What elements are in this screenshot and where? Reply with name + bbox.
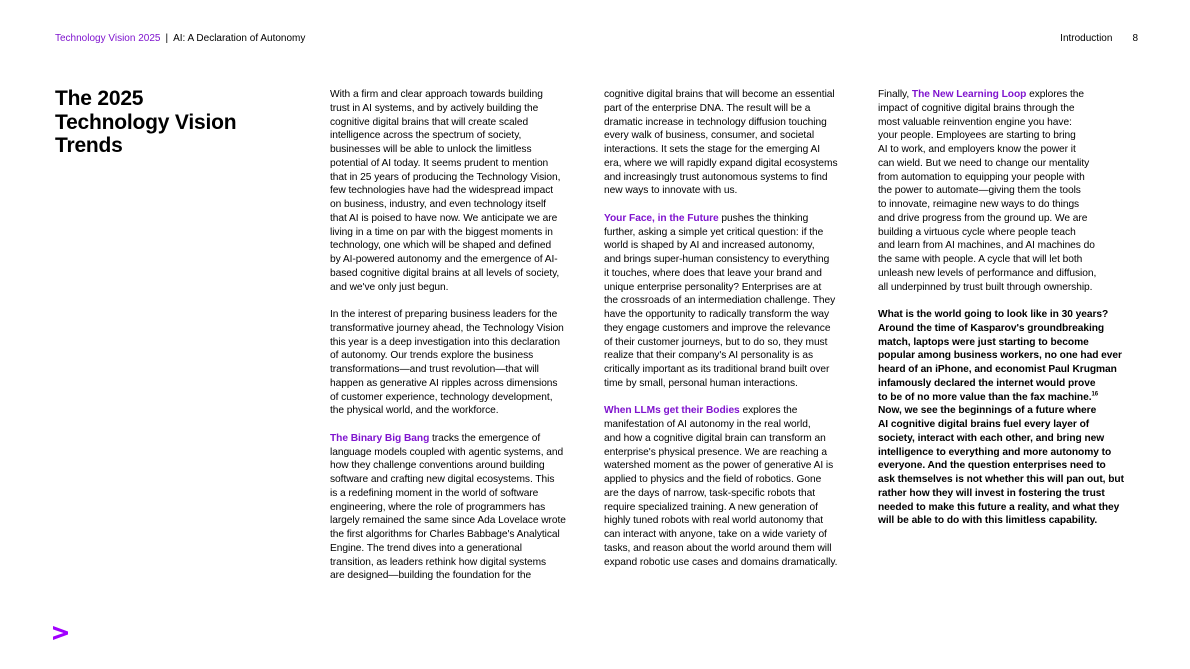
text-line: that in 25 years of producing the Technology Vision, [330, 171, 561, 183]
page-title [55, 87, 295, 158]
text-line: they engage customers and improve the relevance [604, 322, 831, 334]
accenture-logo-icon [52, 625, 70, 641]
text-line: watershed moment as the power of generative AI is [604, 460, 834, 472]
text-line: the physical world, and the workforce. [330, 405, 499, 417]
text-line: intelligence to everything and more autonomy to [878, 446, 1112, 458]
header-separator: | [165, 33, 169, 44]
text-line: expand robotic use cases and domains dramatically. [604, 556, 838, 568]
text-line: happen as generative AI ripples across dimensions [330, 377, 558, 389]
title-line: Trends [55, 134, 123, 157]
text-line: Engine. The trend dives into a generational [330, 542, 522, 554]
text-line: new ways to innovate with us. [604, 185, 738, 197]
text-line: language models coupled with agentic systems, and [330, 446, 564, 458]
text-line: all underpinned by trust built through ownership. [878, 281, 1093, 293]
text-line: the first algorithms for Charles Babbage's Analytical [330, 529, 560, 540]
text-line: is a redefining moment in the world of software [330, 487, 539, 499]
text-line: software and crafting new digital ecosystems. This [330, 474, 555, 485]
text-line: manifestation of AI autonomy in the real world, [604, 419, 811, 430]
text-line: interactions. It sets the stage for the emerging AI [604, 144, 821, 155]
text-line: and we've only just begun. [330, 281, 449, 293]
text-line: impact of cognitive digital brains through the [878, 102, 1075, 114]
trend-link-your-face[interactable]: Your Face, in the Future [604, 212, 719, 224]
paragraph [330, 88, 592, 294]
text-line: With a firm and clear approach towards building [330, 89, 543, 100]
text-line: AI to work, and employers know the power it [878, 144, 1076, 155]
text-line: can wield. But we need to change our mentality [878, 157, 1090, 169]
report-name: Technology Vision 2025 [55, 33, 161, 44]
text-line: to innovate, reimagine new ways to do things [878, 199, 1080, 210]
text-line: match, laptops were just starting to become [878, 336, 1089, 348]
paragraph-lead-line: When LLMs get their Bodies explores the [604, 405, 798, 417]
text-line: transition, as leaders rethink how digital systems [330, 556, 547, 568]
text-line: few technologies have had the widespread impact [330, 185, 554, 197]
report-subtitle: AI: A Declaration of Autonomy [173, 33, 306, 44]
paragraph-binary-big-bang [330, 432, 592, 583]
text-line: the crossroads of an intermediation challenge. They [604, 295, 836, 307]
text-line: of autonomy. Our trends explore the business [330, 350, 534, 362]
text-line: will be able to do with this limitless capability. [878, 515, 1098, 527]
text-line: businesses will be able to unlock the limitless [330, 144, 532, 155]
text-line: popular among business workers, no one had ever [878, 350, 1122, 362]
text-column-2 [604, 88, 866, 583]
text-line: everyone. And the question enterprises need to [878, 460, 1106, 472]
paragraph-lead-line: Finally, The New Learning Loop explores the [878, 89, 1085, 100]
text-line: cognitive digital brains that will create scaled [330, 116, 529, 128]
text-line: every walk of business, consumer, and societal [604, 130, 815, 142]
text-line: world is shaped by AI and increased autonomy, [604, 240, 815, 252]
text-line: highly tuned robots with real world autonomy that [604, 515, 823, 527]
text-line: living in a time on par with the biggest moments in [330, 226, 553, 238]
text-line: to be of no more value than the fax machine.$^{16}$ [878, 391, 1099, 403]
text-line: society, interact with each other, and bring new [878, 432, 1105, 444]
text-line: have the opportunity to radically transform the way [604, 309, 830, 320]
text-line: technology, one which will be shaped and defined [330, 240, 552, 252]
paragraph-lead-line: The Binary Big Bang tracks the emergence of [330, 432, 541, 444]
section-indicator [1060, 33, 1138, 45]
text-line: this year is a deep investigation into this declaration [330, 336, 561, 348]
paragraph [330, 308, 592, 418]
text-line: largely remained the same since Ada Lovelace wrote [330, 515, 566, 527]
paragraph [604, 88, 866, 198]
text-line: infamously declared the internet would prove [878, 377, 1096, 389]
text-line: are designed—building the foundation for the [330, 570, 532, 582]
text-line: engineering, where the role of programmers has [330, 501, 546, 513]
text-line: unique enterprise personality? Enterprises are at [604, 281, 822, 293]
text-line: ask themselves is not whether this will pan out, but [878, 474, 1124, 485]
callout-paragraph [878, 308, 1140, 528]
text-line: cognitive digital brains that will become an essential [604, 89, 835, 100]
text-line: tasks, and reason about the world around them will [604, 542, 832, 554]
text-line: most valuable reinvention engine you have: [878, 116, 1072, 128]
text-line: Now, we see the beginnings of a future where [878, 405, 1097, 417]
text-line: needed to make this future a reality, and what they [878, 501, 1120, 513]
text-line: building a virtuous cycle where people teach [878, 226, 1076, 238]
text-line: and drive progress from the ground up. We are [878, 212, 1088, 224]
text-column-3 [878, 88, 1140, 542]
text-line: can interact with anyone, take on a wide variety of [604, 529, 827, 540]
text-line: of customer experience, technology development, [330, 391, 553, 403]
paragraph-new-learning-loop [878, 88, 1140, 294]
text-line: rather how they will invest in fostering the trust [878, 487, 1105, 499]
title-line: The 2025 [55, 87, 144, 110]
text-line: part of the enterprise DNA. The result will be a [604, 102, 811, 114]
text-line: further, asking a simple yet critical question: if the [604, 226, 824, 238]
paragraph-lead-line: Your Face, in the Future pushes the thinking [604, 212, 809, 224]
paragraph-your-face [604, 212, 866, 391]
text-line: and learn from AI machines, and AI machines do [878, 240, 1095, 252]
text-line: dramatic increase in technology diffusion touching [604, 116, 827, 128]
text-line: the same with people. A cycle that will let both [878, 254, 1083, 265]
text-line: and how a cognitive digital brain can transform an [604, 432, 826, 444]
title-line: Technology Vision [55, 110, 237, 134]
text-line: from automation to equipping your people with [878, 171, 1085, 183]
text-line: AI cognitive digital brains fuel every layer of [878, 419, 1090, 430]
paragraph-llms-bodies [604, 404, 866, 569]
text-line: require specialized training. A new generation of [604, 501, 818, 513]
page-number: 8 [1132, 33, 1138, 44]
text-line: Around the time of Kasparov's groundbreaking [878, 322, 1105, 334]
text-line: how they challenge conventions around building [330, 460, 545, 472]
text-line: and brings super-human consistency to everything [604, 254, 830, 265]
text-line: trust in AI systems, and by actively building the [330, 102, 539, 114]
text-line: intelligence across the spectrum of society, [330, 130, 522, 142]
text-line: In the interest of preparing business leaders for the [330, 309, 558, 320]
text-line: applied to physics and the field of robotics. Gone [604, 474, 822, 485]
section-name: Introduction [1060, 33, 1113, 44]
text-line: enterprise's physical presence. We are reaching a [604, 446, 827, 458]
text-line: era, where we will rapidly expand digital ecosystems [604, 157, 838, 169]
trend-link-llms-bodies[interactable]: When LLMs get their Bodies [604, 405, 740, 417]
text-line: realize that their company's AI personality is as [604, 350, 814, 362]
footnote-reference[interactable]: 16 [1091, 391, 1099, 398]
text-line: on business, industry, and even technology itself [330, 199, 546, 210]
trend-link-new-learning-loop[interactable]: The New Learning Loop [911, 89, 1027, 100]
text-line: it touches, where does that leave your brand and [604, 267, 822, 279]
text-line: unleash new levels of performance and diffusion, [878, 267, 1097, 279]
text-line: your people. Employees are starting to bring [878, 130, 1076, 142]
trend-link-binary-big-bang[interactable]: The Binary Big Bang [330, 432, 430, 444]
text-line: are the days of narrow, task-specific robots that [604, 487, 816, 499]
text-line: and increasingly trust autonomous systems to find [604, 171, 828, 183]
text-line: the power to automate—giving them the tools [878, 185, 1081, 197]
text-line: What is the world going to look like in 30 years? [878, 309, 1109, 320]
text-column-1 [330, 88, 592, 597]
running-header [55, 33, 305, 45]
text-line: transformative journey ahead, the Technology Vision [330, 322, 564, 334]
text-line: of their customer journeys, but to do so, they must [604, 336, 828, 348]
text-line: critically important as its traditional brand built over [604, 364, 830, 375]
text-line: potential of AI today. It seems prudent to mention [330, 157, 549, 169]
text-line: that AI is poised to have now. We anticipate we are [330, 212, 558, 224]
text-line: transformations—and trust revolution—that will [330, 364, 539, 375]
text-line: based cognitive digital brains at all levels of society, [330, 267, 560, 279]
text-line: by AI-powered autonomy and the emergence of AI- [330, 254, 558, 265]
text-line: heard of an iPhone, and economist Paul Krugman [878, 364, 1117, 375]
text-line: time by small, personal human interactions. [604, 377, 798, 389]
